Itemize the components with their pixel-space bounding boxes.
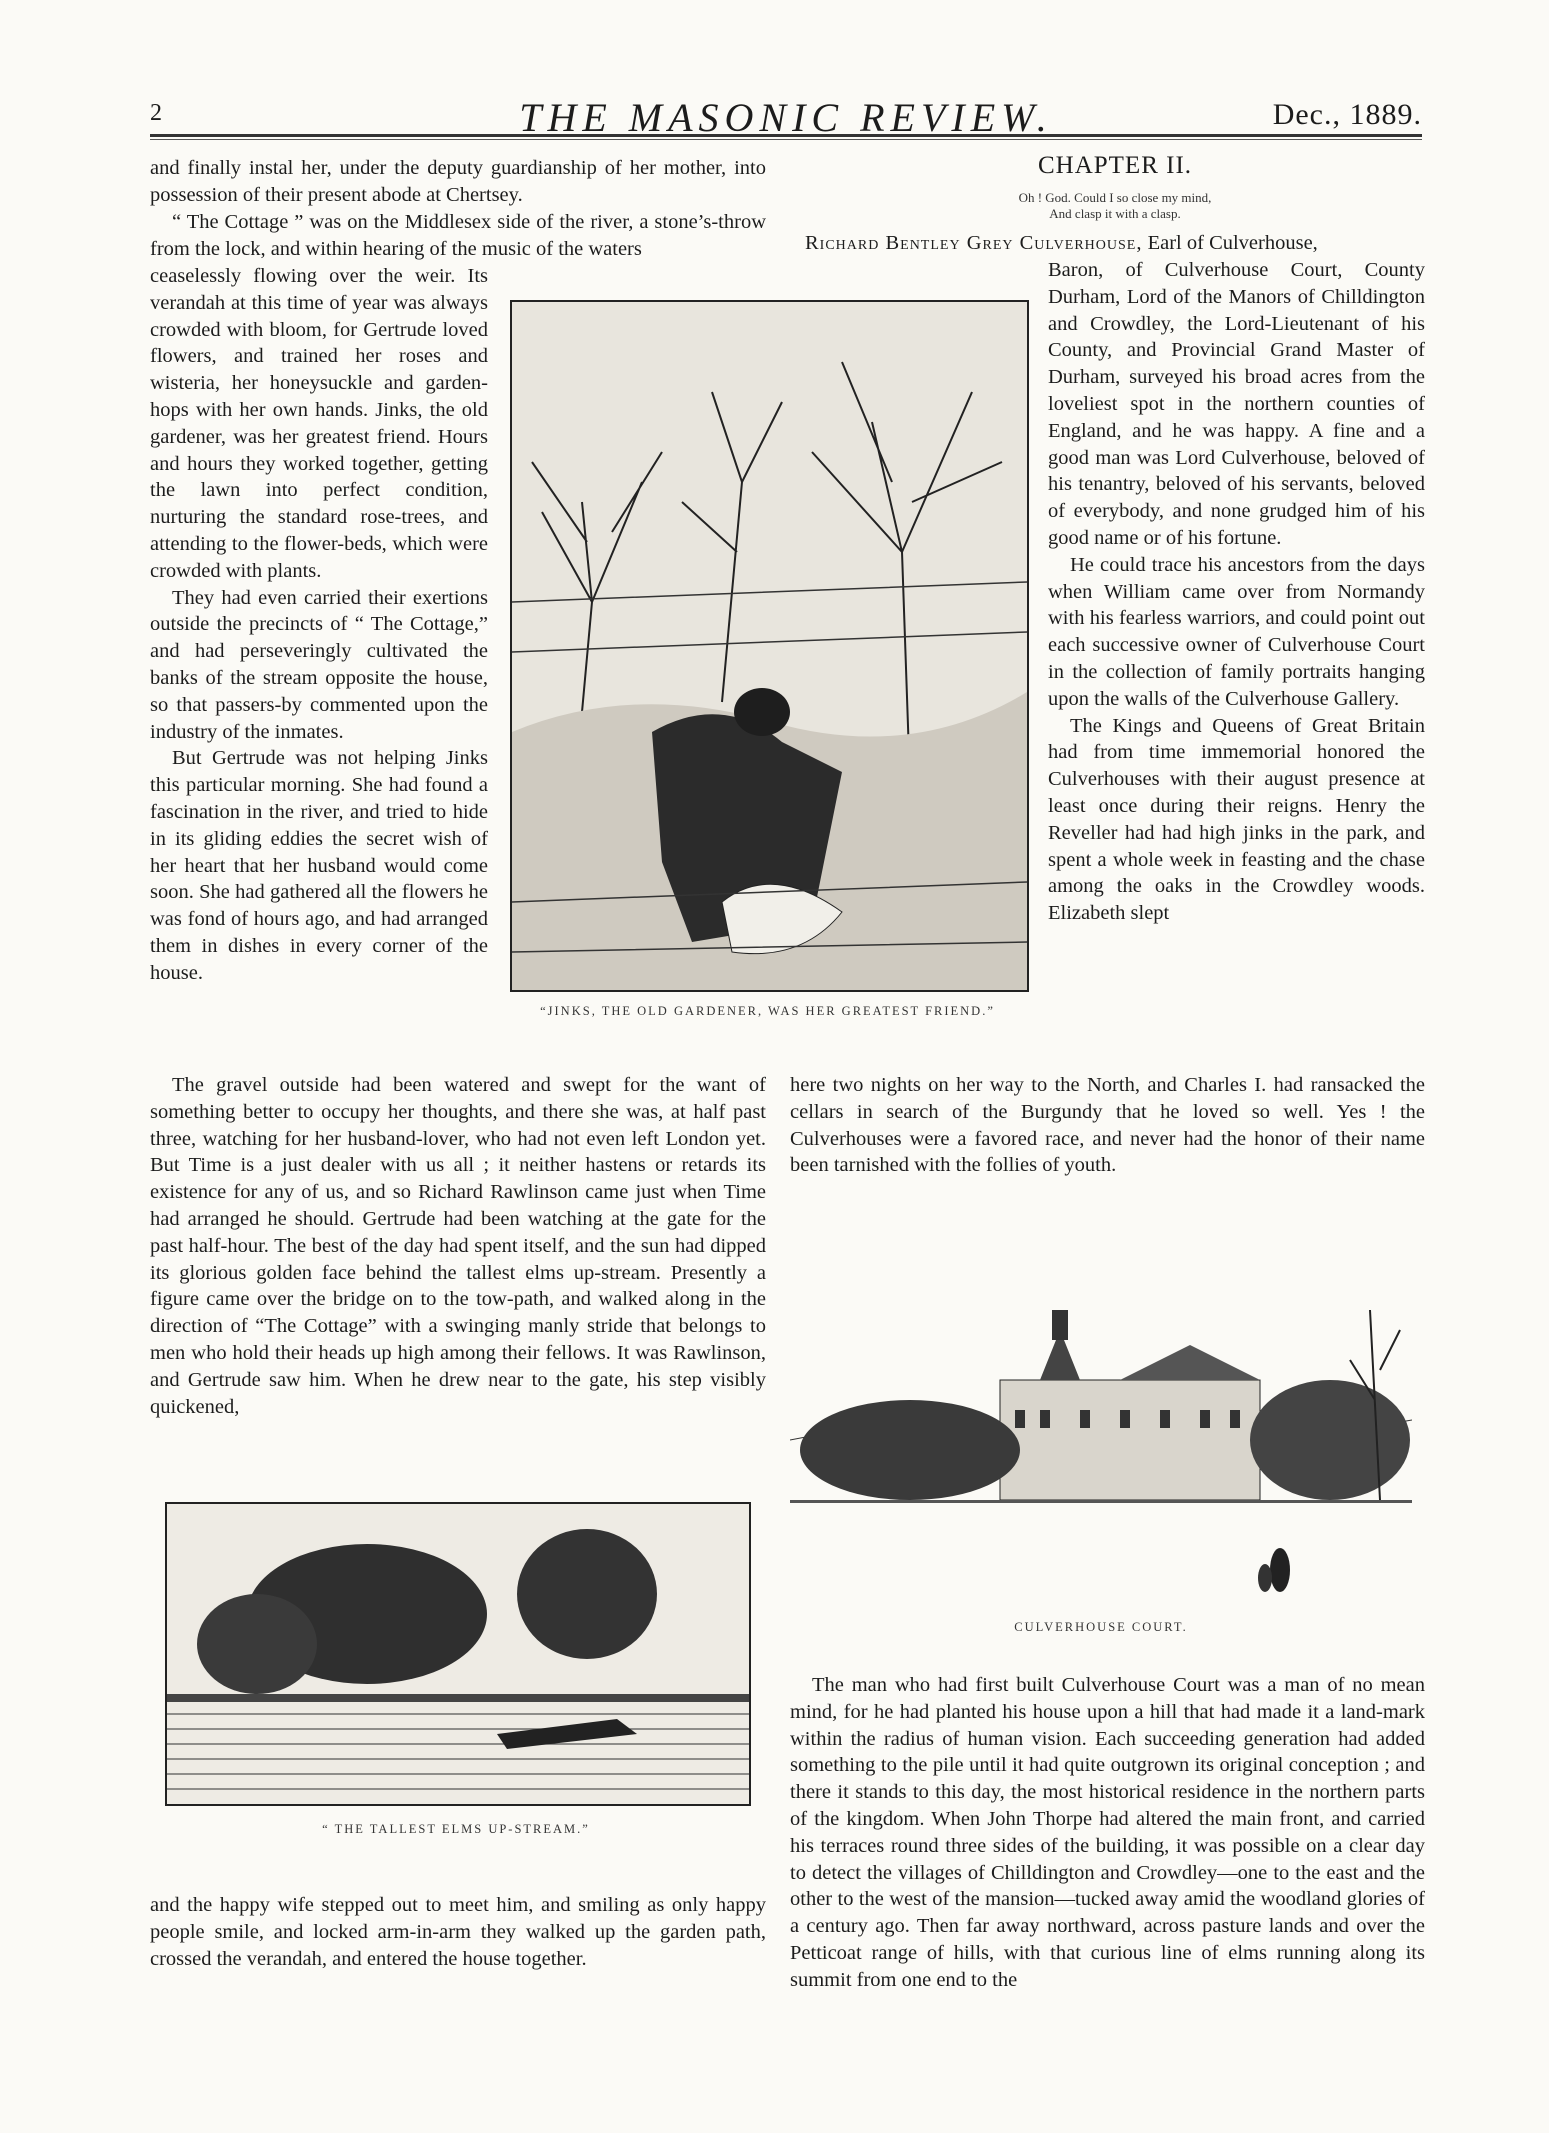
left-column-top bbox=[150, 155, 766, 209]
epigraph-line: And clasp it with a clasp. bbox=[1049, 206, 1181, 221]
gardener-caption: “JINKS, THE OLD GARDENER, WAS HER GREATEST FRIEND.” bbox=[540, 1004, 995, 1018]
paragraph: “ The Cottage ” was on the Middlesex side of the river, a stone’s-throw from the lock, and within hearing of the music of the waters bbox=[150, 211, 766, 260]
elms-engraving bbox=[167, 1504, 749, 1804]
paragraph: The man who had first built Culverhouse Court was a man of no mean mind, for he had planted his house upon a hill that had made it a land-mark within the radius of human vision. Each succeeding generation had added something to the pile until it had quite outgrown its original conception ; and there it stands to this day, the most historical residence in the northern parts of the kingdom. When John Thorpe had altered the main front, and carried his terraces round three sides of the building, it was possible on a clear day to detect the villages of Chilldington and Crowdley—one to the east and the other to the west of the mansion—tucked away amid the woodland glories of a century ago. Then far away northward, across pasture lands and over the Petticoat range of hills, with that curious line of elms running along its summit from one end to the bbox=[790, 1674, 1425, 1991]
gardener-illustration bbox=[510, 300, 1029, 992]
paragraph: But Gertrude was not helping Jinks this particular morning. She had found a fascination in the river, and tried to hide in its gliding eddies the secret wish of her heart that her husband would come soon. She had gathered all the flowers he was fond of hours ago, and had arranged them in dishes in every corner of the house. bbox=[150, 747, 488, 984]
culverhouse-engraving bbox=[790, 1270, 1412, 1600]
right-column-lead bbox=[805, 230, 1425, 257]
paragraph: He could trace his ancestors from the days when William came over from Normandy with his fearless warriors, and could point out each successive owner of Culverhouse Court in the collection of family portraits hanging upon the walls of the Culverhouse Gallery. bbox=[1048, 553, 1425, 710]
right-column-bottom bbox=[790, 1672, 1425, 1994]
left-column-wrap bbox=[150, 263, 488, 987]
paragraph: and finally instal her, under the deputy guardianship of her mother, into possession of their present abode at Chertsey. bbox=[150, 157, 766, 206]
paragraph: ceaselessly flowing over the weir. Its verandah at this time of year was always crowded with bloom, for Gertrude loved flowers, and trained her roses and wisteria, her honeysuckle and garden-hops with her own hands. Jinks, the old gardener, was her greatest friend. Hours and hours they worked together, getting the lawn into perfect condition, nurturing the standard rose-trees, and attending to the flower-beds, which were crowded with plants. bbox=[150, 265, 488, 582]
chapter-title: CHAPTER II. bbox=[1037, 152, 1193, 179]
gardener-engraving bbox=[512, 302, 1027, 990]
left-column-end bbox=[150, 1892, 766, 1972]
left-column-bottom bbox=[150, 1072, 766, 1420]
culverhouse-court-caption: CULVERHOUSE COURT. bbox=[1014, 1620, 1188, 1634]
paragraph: The Kings and Queens of Great Britain had from time immemorial honored the Culverhouses with their august presence at least once during their reigns. Henry the Reveller had had high jinks in the park, and spent a whole week in feasting and the chase among the oaks in the Crowdley woods. Elizabeth slept bbox=[1048, 714, 1425, 925]
culverhouse-court-illustration bbox=[790, 1270, 1412, 1600]
epigraph-line: Oh ! God. Could I so close my mind, bbox=[1018, 190, 1212, 205]
header-rule bbox=[150, 134, 1422, 140]
paragraph: Baron, of Culverhouse Court, County Durham, Lord of the Manors of Chilldington and Crowdley, the Lord-Lieutenant of his County, and Provincial Grand Master of Durham, surveyed his broad acres from the loveliest spot in the northern counties of England, and he was happy. A fine and a good man was Lord Culverhouse, beloved of his tenantry, beloved of his servants, beloved of everybody, and none grudged him of his good name or of his fortune. bbox=[1048, 259, 1425, 549]
left-column-p2-head bbox=[150, 209, 766, 263]
right-column-wrap bbox=[1048, 257, 1425, 927]
paragraph: and the happy wife stepped out to meet him, and smiling as only happy people smile, and locked arm-in-arm they walked up the garden path, crossed the verandah, and entered the house together. bbox=[150, 1894, 766, 1970]
issue-date: Dec., 1889. bbox=[1272, 98, 1422, 131]
epigraph bbox=[805, 190, 1425, 222]
right-column-cont bbox=[790, 1072, 1425, 1179]
paragraph: Richard Bentley Grey Culverhouse, Earl of Culverhouse, bbox=[805, 232, 1318, 254]
paragraph: here two nights on her way to the North, and Charles I. had ransacked the cellars in search of the Burgundy that he loved so well. Yes ! the Culverhouses were a favored race, and never had the honor of their name been tarnished with the follies of youth. bbox=[790, 1074, 1425, 1177]
page-number: 2 bbox=[150, 100, 162, 126]
elms-caption: “ THE TALLEST ELMS UP-STREAM.” bbox=[322, 1822, 590, 1836]
paragraph: They had even carried their exertions outside the precincts of “ The Cottage,” and had perseveringly cultivated the banks of the stream opposite the house, so that passers-by commented upon the industry of the inmates. bbox=[150, 586, 488, 743]
lead-name: Richard Bentley Grey Culverhouse, bbox=[805, 232, 1143, 254]
masthead: THE MASONIC REVIEW. bbox=[519, 95, 1053, 140]
elms-illustration bbox=[165, 1502, 751, 1806]
paragraph: The gravel outside had been watered and swept for the want of something better to occupy her thoughts, and there she was, at half past three, watching for her husband-lover, who had not even left London yet. But Time is a just dealer with us all ; it neither hastens or retards its existence for any of us, and so Richard Rawlinson came just when Time had arranged he should. Gertrude had been watching at the gate for the past half-hour. The best of the day had spent itself, and the sun had dipped its glorious golden face behind the tallest elms up-stream. Presently a figure came over the bridge on to the tow-path, and walked along in the direction of “The Cottage” with a swinging manly stride that belongs to men who hold their heads up high among their fellows. It was Rawlinson, and Gertrude saw him. When he drew near to the gate, his step visibly quickened, bbox=[150, 1074, 766, 1418]
